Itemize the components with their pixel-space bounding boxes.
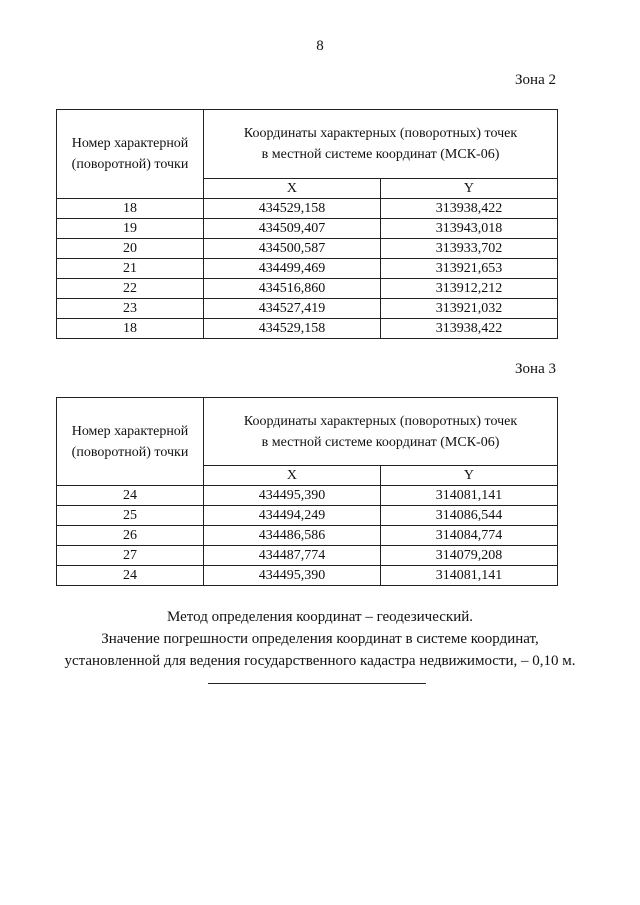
point-number: 25 <box>57 506 204 526</box>
table-row <box>57 239 558 259</box>
x-value: 434487,774 <box>204 546 381 566</box>
y-value: 313938,422 <box>380 319 557 339</box>
x-axis-header: X <box>204 179 381 199</box>
y-value: 313921,653 <box>380 259 557 279</box>
point-number: 18 <box>57 199 204 219</box>
point-number: 24 <box>57 486 204 506</box>
y-value: 313933,702 <box>380 239 557 259</box>
zone-2-label: Зона 2 <box>515 72 556 88</box>
x-value: 434516,860 <box>204 279 381 299</box>
table-row <box>57 319 558 339</box>
zone-3-coordinates-table <box>56 397 558 586</box>
y-value: 314081,141 <box>380 486 557 506</box>
table-row <box>57 486 558 506</box>
y-value: 314084,774 <box>380 526 557 546</box>
y-value: 313943,018 <box>380 219 557 239</box>
table-row <box>57 259 558 279</box>
y-value: 314079,208 <box>380 546 557 566</box>
x-value: 434529,158 <box>204 319 381 339</box>
y-axis-header: Y <box>380 179 557 199</box>
table-row <box>57 566 558 586</box>
x-value: 434495,390 <box>204 566 381 586</box>
y-value: 313938,422 <box>380 199 557 219</box>
x-value: 434499,469 <box>204 259 381 279</box>
point-number: 22 <box>57 279 204 299</box>
point-number-header: Номер характерной (поворотной) точки <box>57 398 204 486</box>
accuracy-statement-line-1: Значение погрешности определения координат в системе координат, <box>101 631 539 647</box>
y-value: 314081,141 <box>380 566 557 586</box>
point-number: 23 <box>57 299 204 319</box>
x-value: 434486,586 <box>204 526 381 546</box>
page-number: 8 <box>316 38 324 54</box>
x-value: 434509,407 <box>204 219 381 239</box>
x-axis-header: X <box>204 466 381 486</box>
coordinates-header: Координаты характерных (поворотных) точек в местной системе координат (МСК-06) <box>204 398 558 466</box>
table-row <box>57 219 558 239</box>
point-number-header: Номер характерной (поворотной) точки <box>57 110 204 199</box>
x-value: 434527,419 <box>204 299 381 319</box>
point-number: 24 <box>57 566 204 586</box>
table-row <box>57 299 558 319</box>
table-row <box>57 506 558 526</box>
y-value: 314086,544 <box>380 506 557 526</box>
point-number: 27 <box>57 546 204 566</box>
zone-3-label: Зона 3 <box>515 361 556 377</box>
coordinates-header: Координаты характерных (поворотных) точек в местной системе координат (МСК-06) <box>204 110 558 179</box>
point-number: 20 <box>57 239 204 259</box>
x-value: 434500,587 <box>204 239 381 259</box>
closing-rule <box>208 683 426 684</box>
table-row <box>57 526 558 546</box>
point-number: 26 <box>57 526 204 546</box>
x-value: 434529,158 <box>204 199 381 219</box>
point-number: 19 <box>57 219 204 239</box>
y-value: 313912,212 <box>380 279 557 299</box>
zone-2-coordinates-table <box>56 109 558 339</box>
x-value: 434495,390 <box>204 486 381 506</box>
table-row <box>57 199 558 219</box>
point-number: 18 <box>57 319 204 339</box>
method-statement: Метод определения координат – геодезический. <box>167 609 473 625</box>
accuracy-statement-line-2: установленной для ведения государственного кадастра недвижимости, – 0,10 м. <box>64 653 576 669</box>
table-row <box>57 546 558 566</box>
y-axis-header: Y <box>380 466 557 486</box>
table-row <box>57 279 558 299</box>
point-number: 21 <box>57 259 204 279</box>
x-value: 434494,249 <box>204 506 381 526</box>
y-value: 313921,032 <box>380 299 557 319</box>
